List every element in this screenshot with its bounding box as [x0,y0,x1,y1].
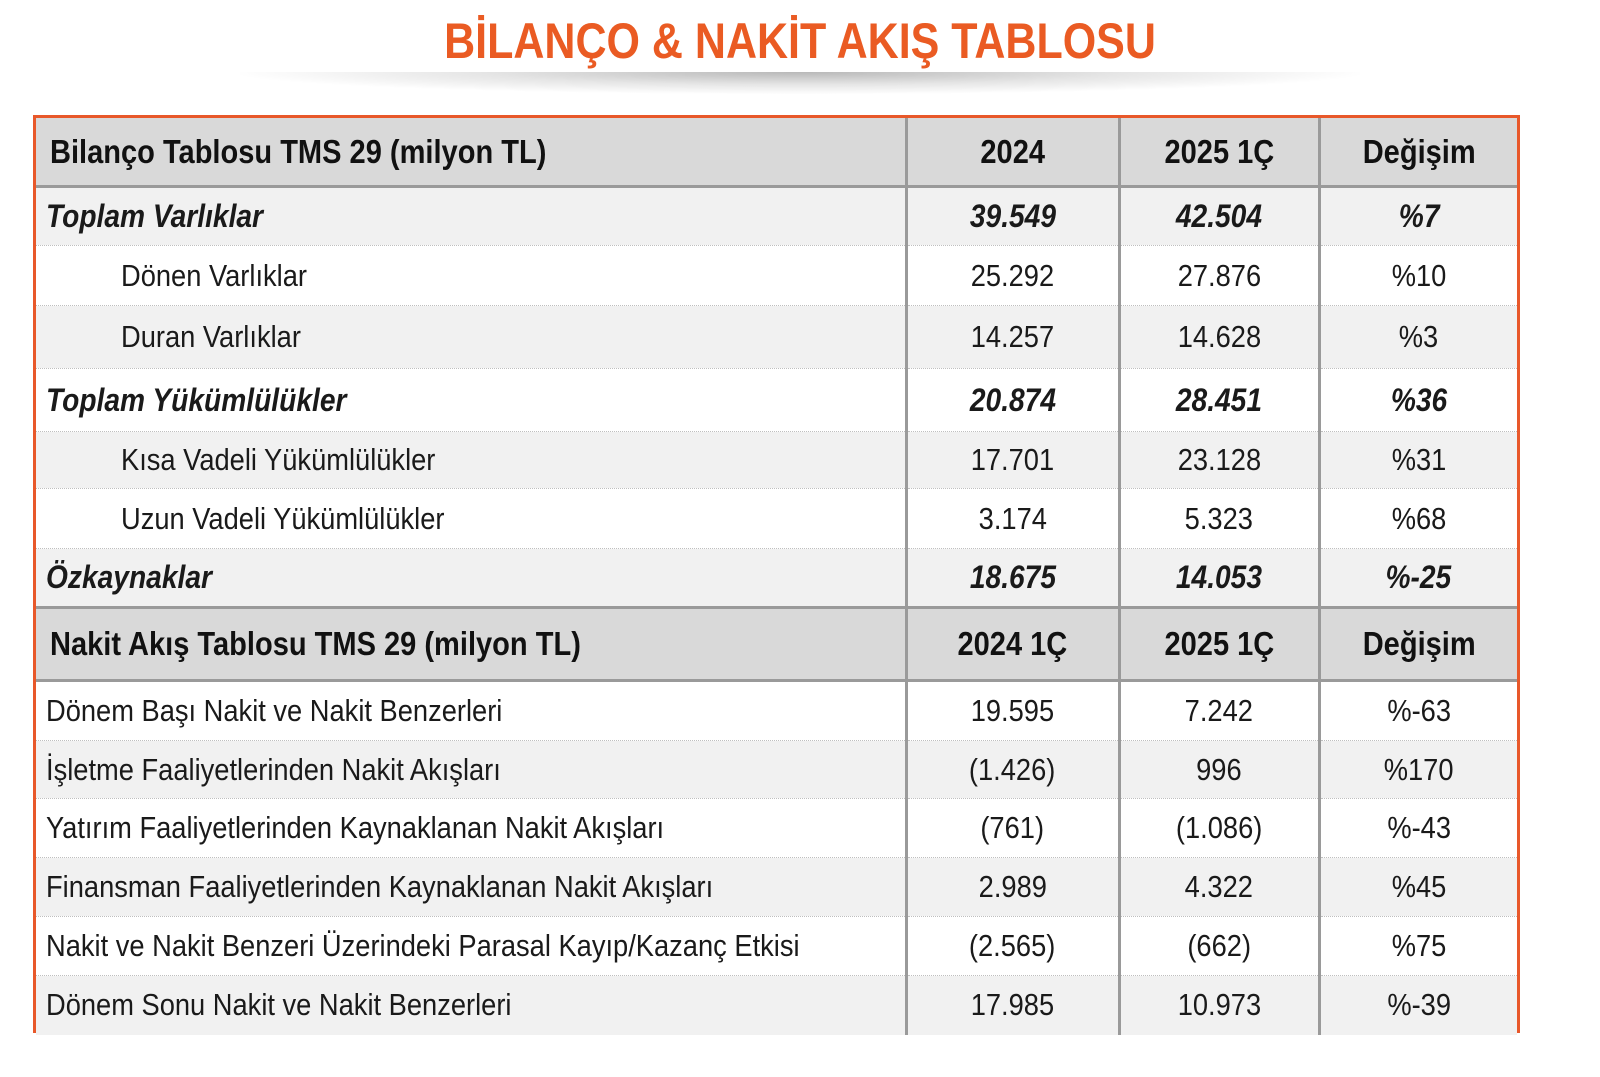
row-value-2025q1: 5.323 [1119,489,1319,549]
row-label: Finansman Faaliyetlerinden Kaynaklanan Nakit Akışları [36,858,906,917]
balance-header-col-change: Değişim [1319,118,1517,187]
table-row [36,741,1517,799]
row-change: %75 [1319,917,1517,976]
table-row [36,306,1517,369]
row-change: %45 [1319,858,1517,917]
row-value-2024q1: (1.426) [906,741,1119,799]
table-row [36,187,1517,246]
row-label: Dönen Varlıklar [36,246,906,306]
row-label: Yatırım Faaliyetlerinden Kaynaklanan Nakit Akışları [36,799,906,858]
page-title: BİLANÇO & NAKİT AKIŞ TABLOSU [444,13,1156,69]
cashflow-header-col-2025q1: 2025 1Ç [1119,608,1319,681]
cashflow-header-row [36,608,1517,681]
row-change: %170 [1319,741,1517,799]
balance-header-col-2025q1: 2025 1Ç [1119,118,1319,187]
balance-header-row [36,118,1517,187]
financial-table-frame [33,115,1520,1033]
row-value-2025q1: 42.504 [1119,187,1319,246]
row-value-2025q1: 4.322 [1119,858,1319,917]
row-change: %7 [1319,187,1517,246]
row-value-2025q1: (662) [1119,917,1319,976]
cashflow-header-label: Nakit Akış Tablosu TMS 29 (milyon TL) [36,608,906,681]
table-row [36,489,1517,549]
row-label: Toplam Varlıklar [36,187,906,246]
row-value-2025q1: 14.628 [1119,306,1319,369]
row-value-2024q1: (2.565) [906,917,1119,976]
row-label: Nakit ve Nakit Benzeri Üzerindeki Parasal Kayıp/Kazanç Etkisi [36,917,906,976]
table-row [36,369,1517,432]
title-shadow [240,72,1360,94]
row-value-2025q1: 10.973 [1119,976,1319,1035]
row-change: %36 [1319,369,1517,432]
row-value-2024q1: 2.989 [906,858,1119,917]
title-area [0,0,1600,80]
table-row [36,246,1517,306]
row-value-2024: 14.257 [906,306,1119,369]
row-label: Özkaynaklar [36,549,906,608]
row-label: İşletme Faaliyetlerinden Nakit Akışları [36,741,906,799]
table-row [36,432,1517,489]
row-label: Dönem Sonu Nakit ve Nakit Benzerleri [36,976,906,1035]
row-change: %-63 [1319,681,1517,741]
row-change: %10 [1319,246,1517,306]
row-change: %-25 [1319,549,1517,608]
row-value-2024: 20.874 [906,369,1119,432]
row-label: Toplam Yükümlülükler [36,369,906,432]
row-value-2024: 3.174 [906,489,1119,549]
row-label: Duran Varlıklar [36,306,906,369]
row-value-2024: 17.701 [906,432,1119,489]
row-value-2025q1: 23.128 [1119,432,1319,489]
row-value-2024: 39.549 [906,187,1119,246]
financial-table [36,118,1517,1035]
cashflow-header-col-change: Değişim [1319,608,1517,681]
row-value-2024q1: (761) [906,799,1119,858]
row-label: Kısa Vadeli Yükümlülükler [36,432,906,489]
row-value-2025q1: 7.242 [1119,681,1319,741]
row-value-2025q1: 14.053 [1119,549,1319,608]
cashflow-header-col-2024q1: 2024 1Ç [906,608,1119,681]
table-row [36,681,1517,741]
row-label: Dönem Başı Nakit ve Nakit Benzerleri [36,681,906,741]
row-change: %-43 [1319,799,1517,858]
table-row [36,858,1517,917]
row-value-2024q1: 19.595 [906,681,1119,741]
row-value-2025q1: (1.086) [1119,799,1319,858]
row-value-2025q1: 27.876 [1119,246,1319,306]
row-label: Uzun Vadeli Yükümlülükler [36,489,906,549]
balance-header-label: Bilanço Tablosu TMS 29 (milyon TL) [36,118,906,187]
row-change: %3 [1319,306,1517,369]
row-change: %31 [1319,432,1517,489]
row-change: %68 [1319,489,1517,549]
row-value-2025q1: 996 [1119,741,1319,799]
table-row [36,549,1517,608]
table-row [36,917,1517,976]
row-value-2024: 25.292 [906,246,1119,306]
balance-header-col-2024: 2024 [906,118,1119,187]
row-value-2024q1: 17.985 [906,976,1119,1035]
row-value-2024: 18.675 [906,549,1119,608]
row-value-2025q1: 28.451 [1119,369,1319,432]
row-change: %-39 [1319,976,1517,1035]
table-row [36,976,1517,1035]
table-row [36,799,1517,858]
